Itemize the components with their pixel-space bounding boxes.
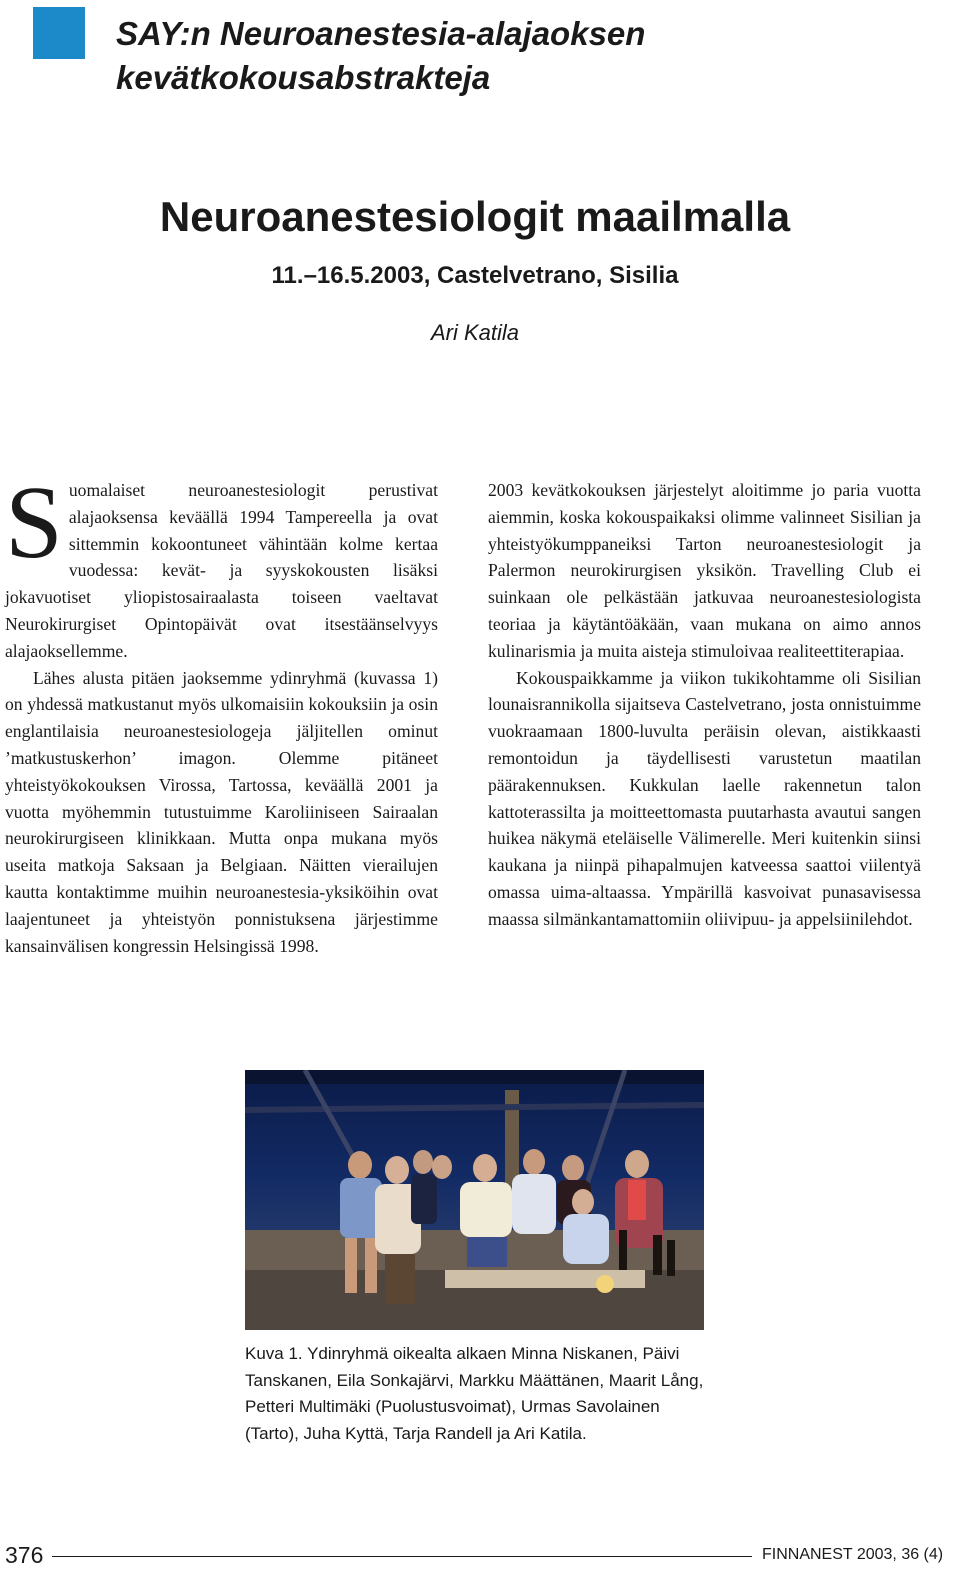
- group-photo-illustration: [245, 1070, 704, 1330]
- paragraph-text: uomalaiset neuroanestesiologit perustivat alajaoksensa keväällä 1994 Tampereella ja ovat sittemmin kokoontuneet vähintään kolme kertaa vuodessa: kevät- ja syyskokousten lisäksi jokavuotiset yliopistosairaalasta toiseen vaeltavat Neurokirurgiset Opintopäivät ovat itsestäänselvyys alajaoksellemme.: [5, 480, 438, 661]
- article-title: Neuroanestesiologit maailmalla: [159, 193, 791, 240]
- paragraph: [5, 465, 438, 665]
- body-column-left: [5, 465, 438, 959]
- article-author: Ari Katila: [430, 320, 520, 345]
- journal-reference: FINNANEST 2003, 36 (4): [762, 1546, 944, 1563]
- footer-rule: [52, 1556, 752, 1557]
- table: [445, 1270, 645, 1288]
- drop-cap: S: [5, 465, 63, 580]
- section-title-line-2: kevätkokousabstrakteja: [116, 59, 491, 96]
- section-title-line-1: SAY:n Neuroanestesia-alajaoksen: [116, 15, 646, 52]
- figure-caption: Kuva 1. Ydinryhmä oikealta alkaen Minna Niskanen, Päivi Tanskanen, Eila Sonkajärvi, Markku Määttänen, Maarit Lång, Petteri Multimäki (Puolustusvoimat), Urmas Savolainen (Tarto), Juha Kyttä, Tarja Randell ja Ari Katila.: [245, 1344, 704, 1443]
- body-column-right: [488, 477, 921, 933]
- article-subtitle: 11.–16.5.2003, Castelvetrano, Sisilia: [271, 262, 679, 289]
- page-number: 376: [5, 1542, 44, 1568]
- section-marker-square: [33, 7, 85, 59]
- section-title: [116, 12, 816, 100]
- paragraph: 2003 kevätkokouksen järjestelyt aloitimme jo paria vuotta aiemmin, koska kokouspaikaksi olimme valinneet Sisilian ja yhteistyökumppaneiksi Tarton neuroanestesiologit ja Palermon neurokirurgisen yksikön. Travelling Club ei suinkaan ole pelkästään jatkuvaa neuroanestesiologista teoriaa ja käytäntöäkään, vaan mukana on aimo annos kulinarismia ja muita aisteja stimuloivaa realiteettiterapiaa.: [488, 480, 921, 661]
- paragraph: Kokouspaikkamme ja viikon tukikohtamme oli Sisilian lounaisrannikolla sijaitseva Castelvetrano, josta onnistuimme vuokraamaan 1800-luvulta peräisin olevan, aistikkaasti remontoidun ja täydellisesti varustetun maatilan päärakennuksen. Kukkulan laelle rakennetun talon kattoterassilta ja moitteettomasta puutarhasta avautui sangen huikea näkymä eteläiselle Välimerelle. Meri kuitenkin siinsi kaukana ja niinpä pihapalmujen katveessa saattoi viilentyä omassa uima-altaassa. Ympärillä kasvoivat punasavisessa maassa silmänkantamattomiin oliivipuu- ja appelsiinilehdot.: [488, 667, 921, 929]
- paragraph: Lähes alusta pitäen jaoksemme ydinryhmä (kuvassa 1) on yhdessä matkustanut myös ulkomaisiin kokouksiin ja osin englantilaisia neuroanestesiologeja jäljitellen ominut ’matkustuskerhon’ imagon. Olemme pitäneet yhteistyökokouksen Virossa, Tartossa, keväällä 2001 ja vuotta myöhemmin tutustuimme Karoliiniseen Sairaalan neurokirurgiseen klinikkaan. Mutta onpa mukana myös useita matkoja Saksaan ja Belgiaan. Näitten vierailujen kautta kontaktimme muihin neuroanestesia-yksiköihin ovat laajentuneet ja yhteistyön ponnistuksena järjestimme kansainvälisen kongressin Helsingissä 1998.: [5, 667, 438, 956]
- group-photo: [245, 1070, 704, 1330]
